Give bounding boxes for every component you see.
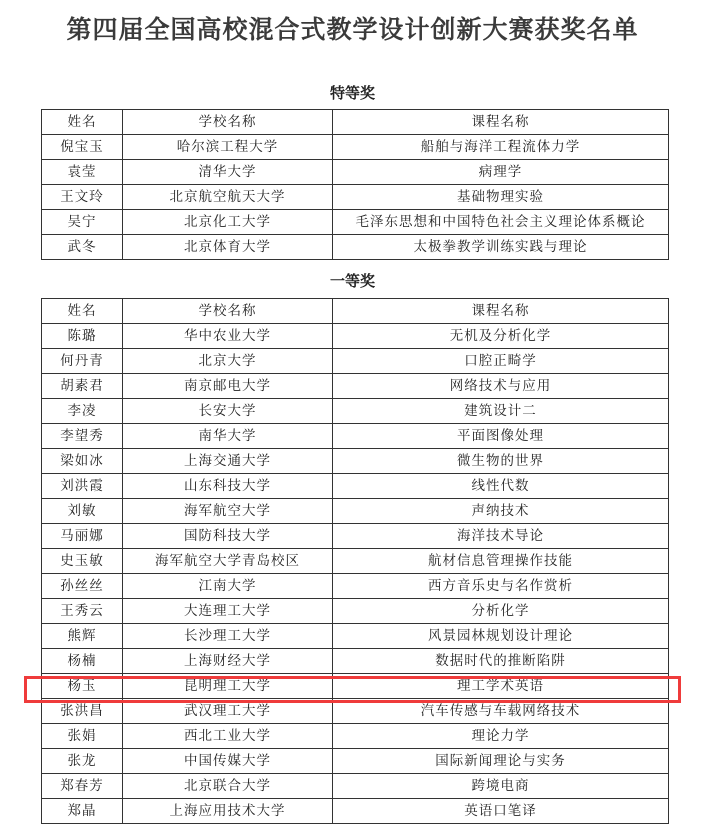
header-school-cell: 学校名称 [123, 299, 333, 324]
table-row [42, 449, 669, 474]
table-row [42, 599, 669, 624]
course-cell: 口腔正畸学 [333, 349, 669, 374]
name-cell: 胡素君 [42, 374, 123, 399]
table-header-row [42, 110, 669, 135]
name-cell: 史玉敏 [42, 549, 123, 574]
name-cell: 李凌 [42, 399, 123, 424]
course-cell: 建筑设计二 [333, 399, 669, 424]
table-row [42, 474, 669, 499]
school-cell: 海军航空大学青岛校区 [123, 549, 333, 574]
course-cell: 理工学术英语 [333, 674, 669, 699]
school-cell: 清华大学 [123, 160, 333, 185]
special-award-heading: 特等奖 [329, 84, 375, 102]
school-cell: 长沙理工大学 [123, 624, 333, 649]
table-row [42, 160, 669, 185]
school-cell: 南华大学 [123, 424, 333, 449]
school-cell: 山东科技大学 [123, 474, 333, 499]
name-cell: 刘洪霞 [42, 474, 123, 499]
header-name-cell: 姓名 [42, 110, 123, 135]
name-cell: 王文玲 [42, 185, 123, 210]
school-cell: 上海交通大学 [123, 449, 333, 474]
table-row [42, 324, 669, 349]
name-cell: 王秀云 [42, 599, 123, 624]
table-row [42, 210, 669, 235]
school-cell: 北京化工大学 [123, 210, 333, 235]
name-cell: 郑春芳 [42, 774, 123, 799]
table-row [42, 774, 669, 799]
name-cell: 袁莹 [42, 160, 123, 185]
name-cell: 李望秀 [42, 424, 123, 449]
course-cell: 海洋技术导论 [333, 524, 669, 549]
name-cell: 张龙 [42, 749, 123, 774]
table-row [42, 624, 669, 649]
course-cell: 声纳技术 [333, 499, 669, 524]
highlight-box [24, 676, 681, 703]
name-cell: 陈璐 [42, 324, 123, 349]
table-row [42, 135, 669, 160]
name-cell: 倪宝玉 [42, 135, 123, 160]
school-cell: 北京大学 [123, 349, 333, 374]
school-cell: 哈尔滨工程大学 [123, 135, 333, 160]
course-cell: 网络技术与应用 [333, 374, 669, 399]
course-cell: 英语口笔译 [333, 799, 669, 824]
table-row [42, 235, 669, 260]
school-cell: 武汉理工大学 [123, 699, 333, 724]
school-cell: 海军航空大学 [123, 499, 333, 524]
table-row [42, 524, 669, 549]
first-award-heading: 一等奖 [329, 272, 375, 290]
course-cell: 病理学 [333, 160, 669, 185]
school-cell: 大连理工大学 [123, 599, 333, 624]
header-school-cell: 学校名称 [123, 110, 333, 135]
name-cell: 熊辉 [42, 624, 123, 649]
course-cell: 国际新闻理论与实务 [333, 749, 669, 774]
course-cell: 基础物理实验 [333, 185, 669, 210]
table-header-row [42, 299, 669, 324]
name-cell: 武冬 [42, 235, 123, 260]
course-cell: 平面图像处理 [333, 424, 669, 449]
name-cell: 郑晶 [42, 799, 123, 824]
table-row [42, 349, 669, 374]
name-cell: 杨玉 [42, 674, 123, 699]
table-row [42, 574, 669, 599]
name-cell: 张娟 [42, 724, 123, 749]
special-award-table [41, 109, 669, 260]
table-row [42, 549, 669, 574]
course-cell: 毛泽东思想和中国特色社会主义理论体系概论 [333, 210, 669, 235]
course-cell: 太极拳教学训练实践与理论 [333, 235, 669, 260]
course-cell: 西方音乐史与名作赏析 [333, 574, 669, 599]
header-course-cell: 课程名称 [333, 299, 669, 324]
school-cell: 国防科技大学 [123, 524, 333, 549]
school-cell: 上海应用技术大学 [123, 799, 333, 824]
table-row [42, 749, 669, 774]
course-cell: 数据时代的推断陷阱 [333, 649, 669, 674]
table-row [42, 374, 669, 399]
table-row [42, 185, 669, 210]
name-cell: 马丽娜 [42, 524, 123, 549]
table-row [42, 799, 669, 824]
table-row [42, 649, 669, 674]
name-cell: 张洪昌 [42, 699, 123, 724]
name-cell: 何丹青 [42, 349, 123, 374]
school-cell: 北京体育大学 [123, 235, 333, 260]
school-cell: 上海财经大学 [123, 649, 333, 674]
school-cell: 南京邮电大学 [123, 374, 333, 399]
name-cell: 刘敏 [42, 499, 123, 524]
course-cell: 分析化学 [333, 599, 669, 624]
name-cell: 杨楠 [42, 649, 123, 674]
header-course-cell: 课程名称 [333, 110, 669, 135]
table-row [42, 424, 669, 449]
course-cell: 无机及分析化学 [333, 324, 669, 349]
course-cell: 船舶与海洋工程流体力学 [333, 135, 669, 160]
course-cell: 理论力学 [333, 724, 669, 749]
first-award-body [42, 299, 669, 824]
school-cell: 华中农业大学 [123, 324, 333, 349]
school-cell: 长安大学 [123, 399, 333, 424]
school-cell: 中国传媒大学 [123, 749, 333, 774]
first-award-table [41, 298, 669, 824]
special-award-body [42, 110, 669, 260]
course-cell: 汽车传感与车载网络技术 [333, 699, 669, 724]
course-cell: 风景园林规划设计理论 [333, 624, 669, 649]
name-cell: 吴宁 [42, 210, 123, 235]
course-cell: 微生物的世界 [333, 449, 669, 474]
school-cell: 西北工业大学 [123, 724, 333, 749]
school-cell: 江南大学 [123, 574, 333, 599]
name-cell: 梁如冰 [42, 449, 123, 474]
school-cell: 北京航空航天大学 [123, 185, 333, 210]
table-row [42, 499, 669, 524]
name-cell: 孙丝丝 [42, 574, 123, 599]
table-row [42, 399, 669, 424]
course-cell: 线性代数 [333, 474, 669, 499]
school-cell: 昆明理工大学 [123, 674, 333, 699]
school-cell: 北京联合大学 [123, 774, 333, 799]
header-name-cell: 姓名 [42, 299, 123, 324]
table-row [42, 724, 669, 749]
course-cell: 航材信息管理操作技能 [333, 549, 669, 574]
page-title: 第四届全国高校混合式教学设计创新大赛获奖名单 [66, 15, 639, 44]
course-cell: 跨境电商 [333, 774, 669, 799]
